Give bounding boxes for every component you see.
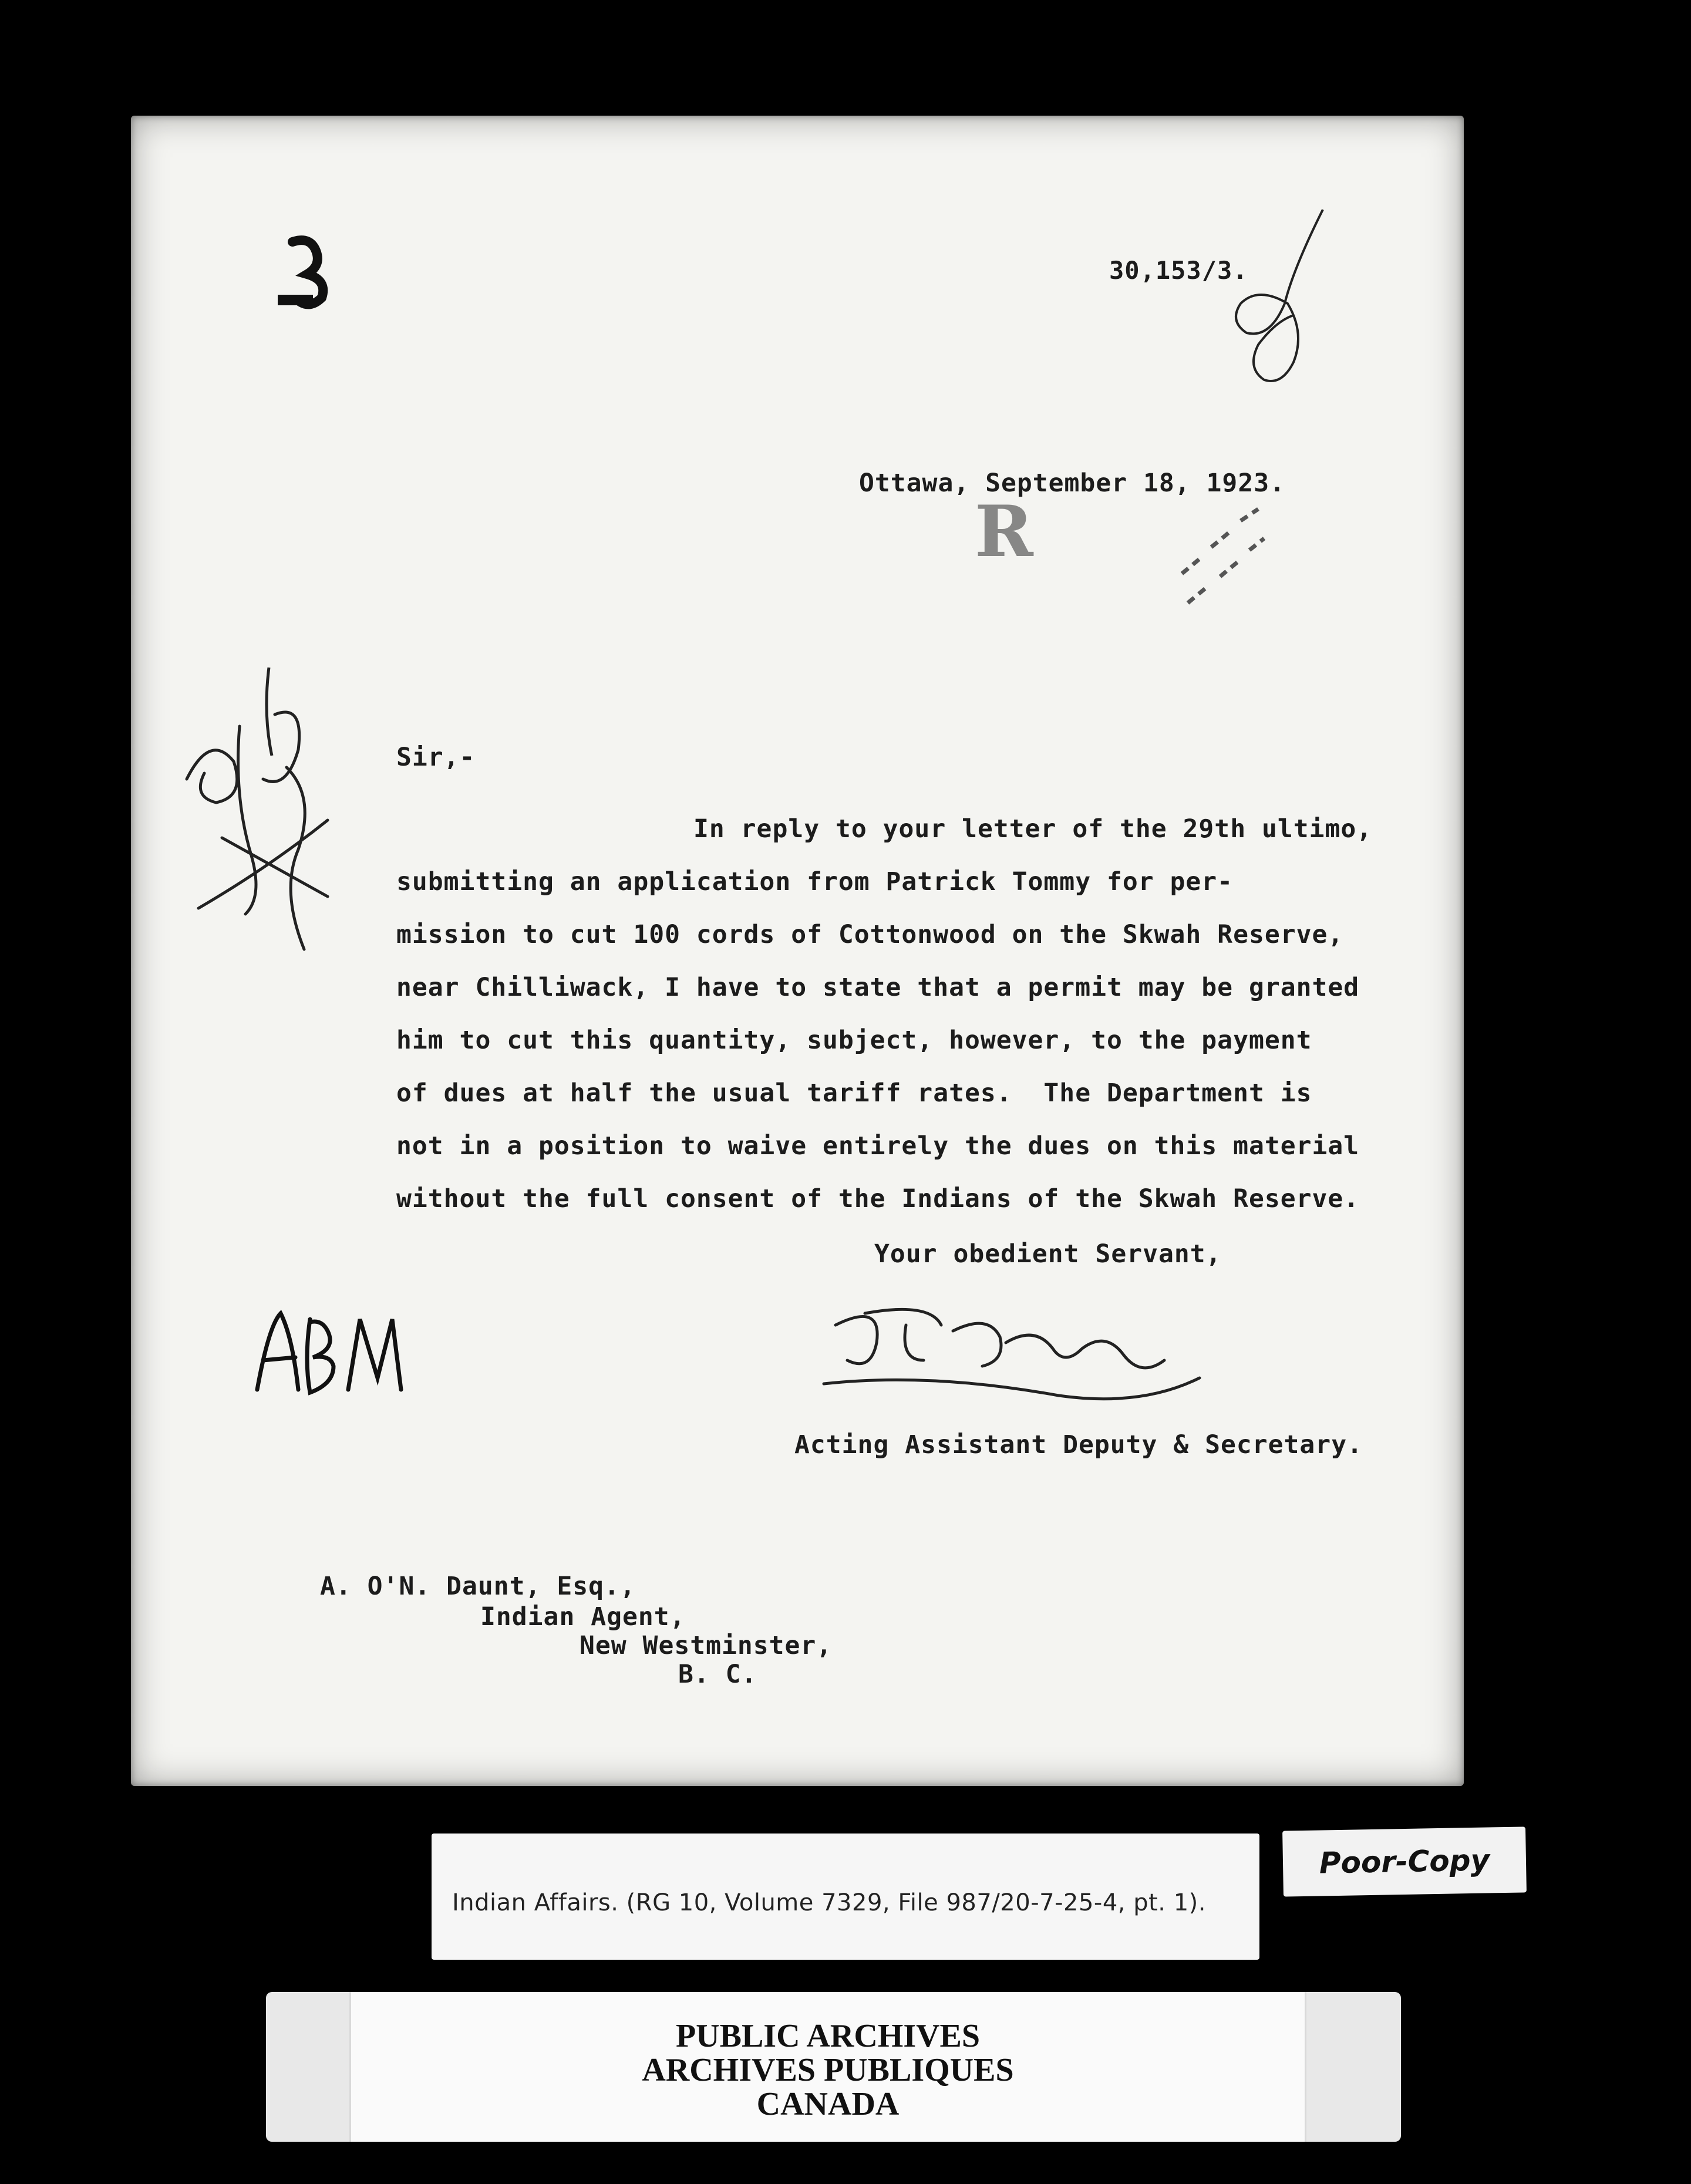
letter-page (131, 116, 1464, 1786)
letter-body (396, 803, 1441, 1225)
poor-copy-label: Poor-Copy (1282, 1826, 1527, 1896)
archive-caption: Indian Affairs. (RG 10, Volume 7329, File 987/20-7-25-4, pt. 1). (452, 1889, 1206, 1916)
dateline: Ottawa, September 18, 1923. (859, 469, 1285, 498)
archives-line: PUBLIC ARCHIVES (675, 2018, 981, 2054)
file-number: 30,153/3. (1109, 256, 1248, 285)
body-line: him to cut this quantity, subject, however, to the payment (396, 1026, 1312, 1055)
body-line: submitting an application from Patrick Tommy for per- (396, 867, 1234, 896)
body-line: near Chilliwack, I have to state that a permit may be granted (396, 973, 1360, 1002)
signatory-title: Acting Assistant Deputy & Secretary. (794, 1430, 1363, 1460)
archives-line: ARCHIVES PUBLIQUES (642, 2052, 1014, 2088)
address-line: B. C. (678, 1660, 757, 1689)
archives-stamp (349, 1992, 1306, 2142)
marginal-handwritten-initials (151, 644, 363, 973)
address-line: Indian Agent, (480, 1602, 686, 1632)
faint-stamp-mark (1176, 503, 1270, 621)
closing: Your obedient Servant, (874, 1239, 1222, 1269)
ink-blot-mark (275, 233, 339, 315)
archives-stamp-strip (266, 1992, 1401, 2142)
archives-line: CANADA (756, 2086, 900, 2122)
archive-caption-box (432, 1834, 1259, 1960)
body-line: without the full consent of the Indians of the Skwah Reserve. (396, 1184, 1360, 1214)
handwritten-loop-mark (1223, 204, 1340, 397)
handwritten-signature (812, 1290, 1211, 1431)
address-line: A. O'N. Daunt, Esq., (320, 1572, 636, 1601)
body-line: not in a position to waive entirely the dues on this material (396, 1131, 1360, 1161)
body-line: In reply to your letter of the 29th ultimo, (693, 814, 1373, 844)
received-stamp-letter: R (975, 490, 1033, 573)
body-line: mission to cut 100 cords of Cottonwood on the Skwah Reserve, (396, 920, 1344, 949)
salutation: Sir,- (396, 743, 476, 772)
handwritten-initials-abm (245, 1290, 433, 1413)
body-line: of dues at half the usual tariff rates. The Department is (396, 1078, 1312, 1108)
address-line: New Westminster, (580, 1631, 833, 1660)
